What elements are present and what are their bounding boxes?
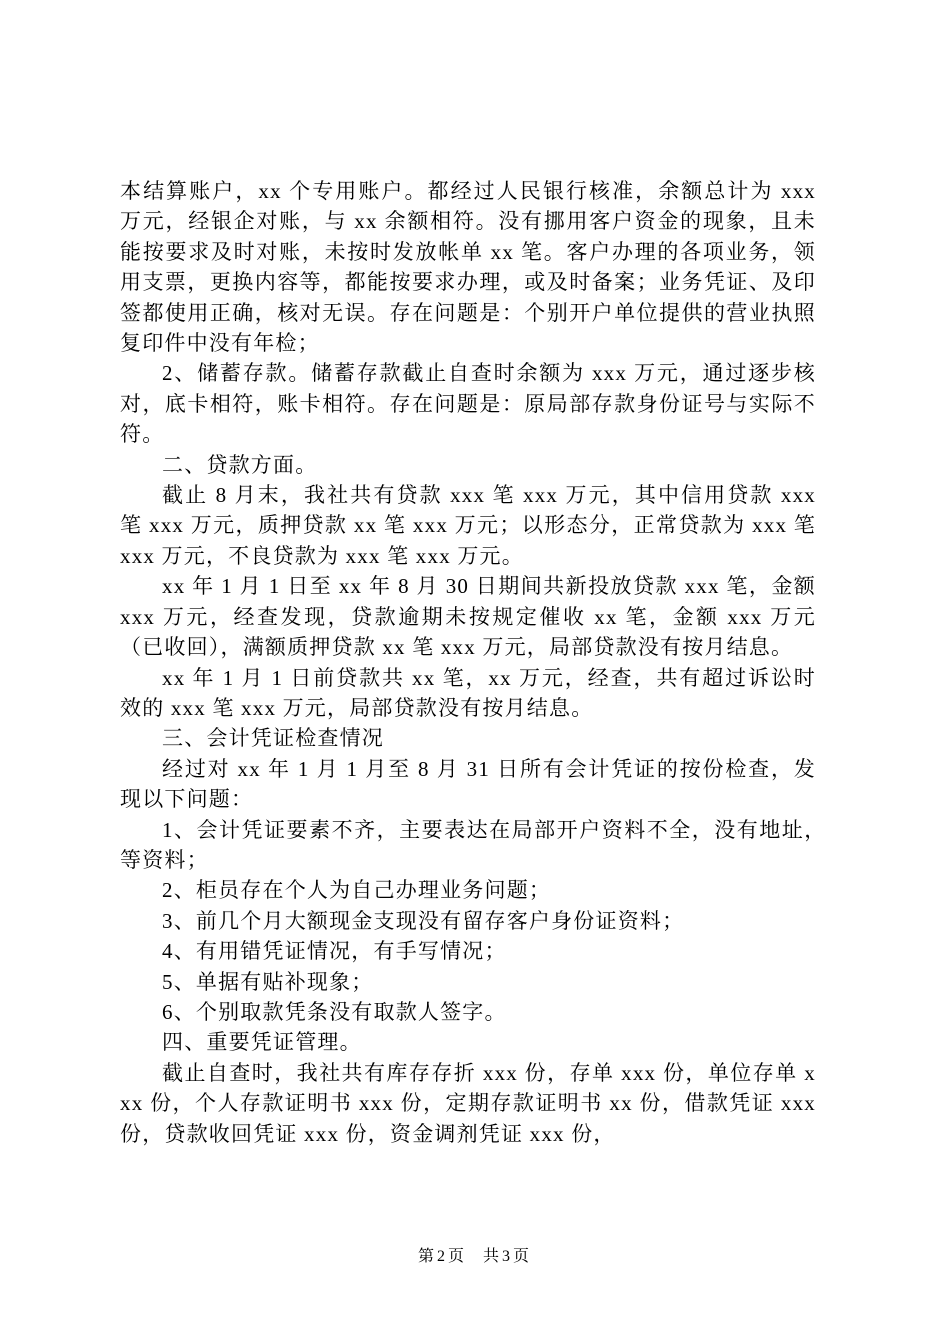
paragraph: xx 年 1 月 1 日至 xx 年 8 月 30 日期间共新投放贷款 xxx 笔，金额 xxx 万元，经查发现，贷款逾期未按规定催收 xx 笔，金额 xxx 万元（已收回），满额质押贷款 xx 笔 xxx 万元，局部贷款没有按月结息。 bbox=[120, 574, 816, 660]
page-number-total: 共3页 bbox=[483, 1248, 533, 1265]
paragraph: 本结算账户，xx 个专用账户。都经过人民银行核准，余额总计为 xxx 万元，经银企对账，与 xx 余额相符。没有挪用客户资金的现象，且未能按要求及时对账，未按时发放帐单 xx 笔。客户办理的各项业务，领用支票，更换内容等，都能按要求办理，或及时备案；业务凭证、及印签都使用正确，核对无误。存在问题是：个别开户单位提供的营业执照复印件中没有年检； bbox=[120, 179, 816, 356]
page-footer bbox=[0, 1243, 950, 1266]
paragraph: 经过对 xx 年 1 月 1 月至 8 月 31 日所有会计凭证的按份检查，发现以下问题： bbox=[120, 756, 816, 812]
list-item: 5、单据有贴补现象； bbox=[162, 969, 374, 994]
section-heading-vouchers: 三、会计凭证检查情况 bbox=[162, 726, 384, 751]
list-item: 6、个别取款凭条没有取款人签字。 bbox=[162, 999, 507, 1024]
paragraph: 2、储蓄存款。储蓄存款截止自查时余额为 xxx 万元，通过逐步核对，底卡相符，账卡相符。存在问题是：原局部存款身份证号与实际不符。 bbox=[120, 361, 816, 447]
list-item: 1、会计凭证要素不齐，主要表达在局部开户资料不全，没有地址， 等资料； bbox=[120, 817, 861, 872]
list-item: 2、柜员存在个人为自己办理业务问题； bbox=[162, 878, 552, 903]
list-item: 4、有用错凭证情况，有手写情况； bbox=[162, 939, 507, 964]
list-item: 3、前几个月大额现金支现没有留存客户身份证资料； bbox=[162, 908, 685, 933]
document-body bbox=[120, 176, 861, 1149]
section-heading-important-vouchers: 四、重要凭证管理。 bbox=[162, 1030, 362, 1055]
page-number-current: 第2页 bbox=[417, 1248, 467, 1265]
paragraph: xx 年 1 月 1 日前贷款共 xx 笔，xx 万元，经查，共有超过诉讼时效的 xxx 笔 xxx 万元，局部贷款没有按月结息。 bbox=[120, 665, 816, 720]
paragraph: 截止自查时，我社共有库存存折 xxx 份，存单 xxx 份，单位存单 xxx 份，个人存款证明书 xxx 份，定期存款证明书 xx 份，借款凭证 xxx 份，贷款收回凭证 xxx 份，资金调剂凭证 xxx 份， bbox=[120, 1060, 816, 1146]
section-heading-loans: 二、贷款方面。 bbox=[162, 452, 318, 477]
paragraph: 截止 8 月末，我社共有贷款 xxx 笔 xxx 万元，其中信用贷款 xxx 笔 xxx 万元，质押贷款 xx 笔 xxx 万元；以形态分，正常贷款为 xxx 笔 xxx 万元，不良贷款为 xxx 笔 xxx 万元。 bbox=[120, 483, 816, 568]
